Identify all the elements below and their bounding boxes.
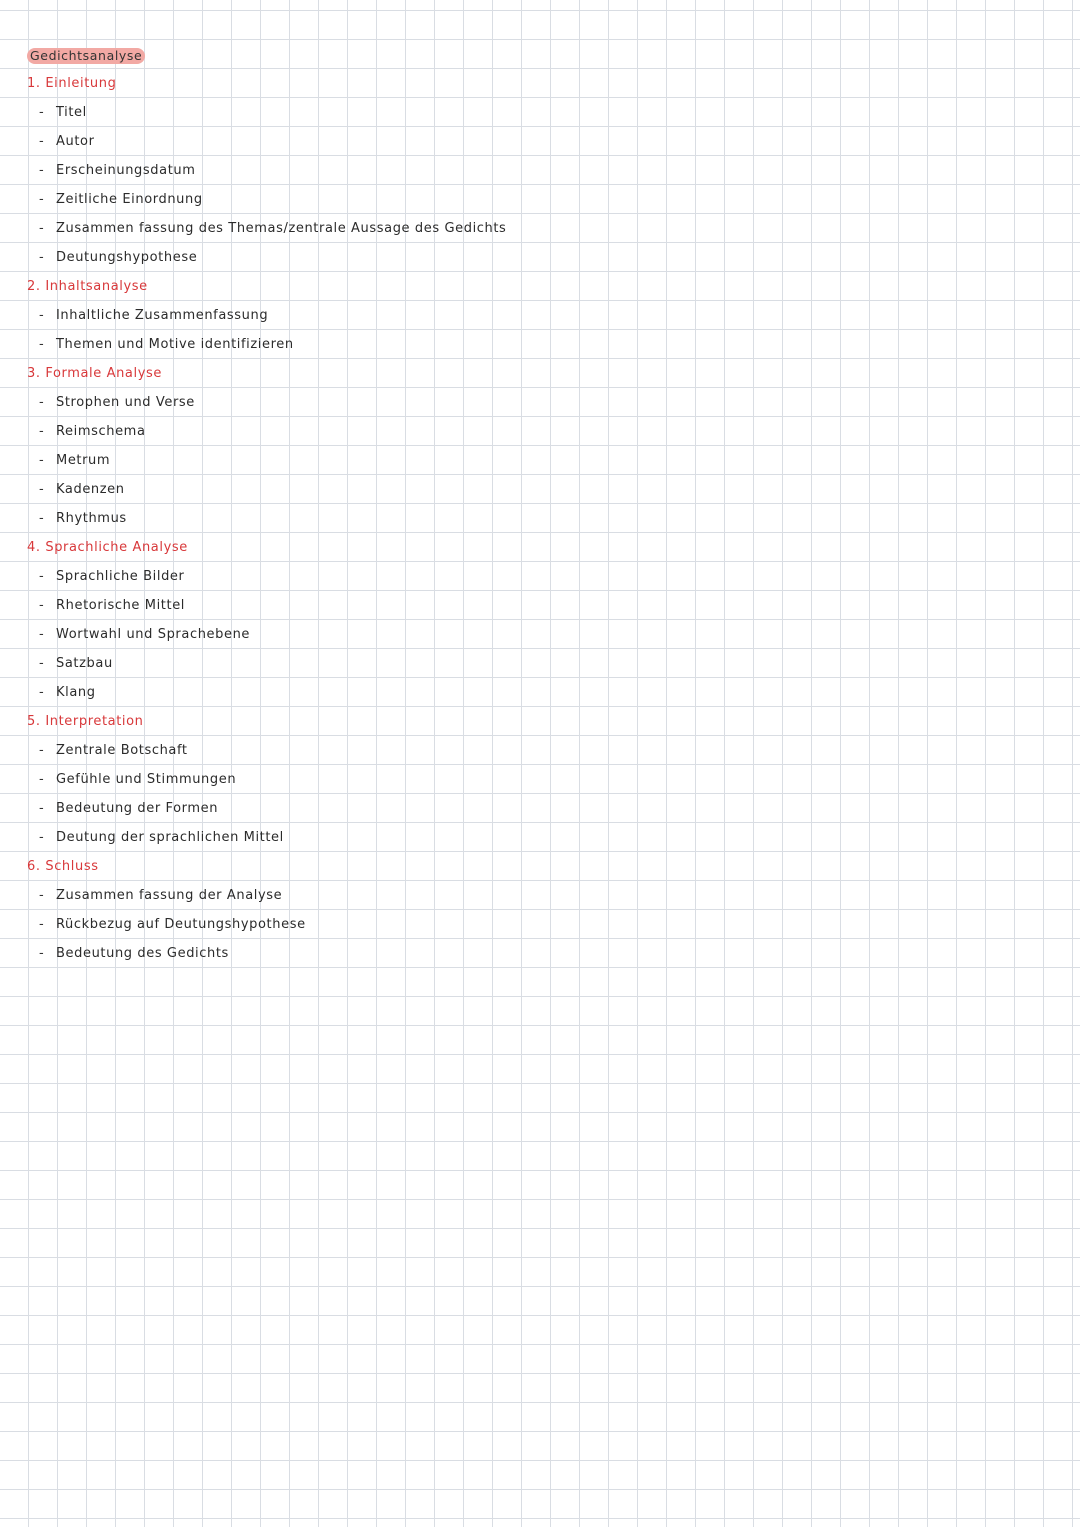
dash-bullet: - [39, 917, 45, 932]
list-item-text: Gefühle und Stimmungen [56, 772, 237, 787]
list-item [27, 942, 1027, 971]
list-item-text: Metrum [56, 453, 111, 468]
list-item-text: Autor [56, 134, 95, 149]
list-item-text: Zentrale Botschaft [56, 743, 188, 758]
dash-bullet: - [39, 627, 45, 642]
list-item-text: Zeitliche Einordnung [56, 192, 203, 207]
list-item-text: Erscheinungsdatum [56, 163, 196, 178]
dash-bullet: - [39, 163, 45, 178]
page-title: Gedichtsanalyse [27, 48, 145, 64]
section-heading-sprachliche-analyse: 4. Sprachliche Analyse [27, 540, 188, 555]
list-item-text: Titel [56, 105, 87, 120]
list-item [27, 333, 1027, 362]
list-item [27, 478, 1027, 507]
list-item-text: Rückbezug auf Deutungshypothese [56, 917, 306, 932]
list-item-text: Satzbau [56, 656, 113, 671]
dash-bullet: - [39, 946, 45, 961]
list-item-text: Deutungshypothese [56, 250, 198, 265]
list-item [27, 449, 1027, 478]
list-item [27, 130, 1027, 159]
dash-bullet: - [39, 830, 45, 845]
dash-bullet: - [39, 337, 45, 352]
notes-page [27, 43, 1027, 971]
list-item-text: Inhaltliche Zusammenfassung [56, 308, 269, 323]
list-item-text: Bedeutung des Gedichts [56, 946, 229, 961]
list-item-text: Kadenzen [56, 482, 125, 497]
dash-bullet: - [39, 569, 45, 584]
list-item [27, 391, 1027, 420]
page-title-row [27, 43, 1027, 72]
section-heading-formale-analyse: 3. Formale Analyse [27, 366, 162, 381]
dash-bullet: - [39, 105, 45, 120]
list-item [27, 420, 1027, 449]
list-item-text: Rhetorische Mittel [56, 598, 185, 613]
list-item [27, 101, 1027, 130]
list-item [27, 826, 1027, 855]
list-item [27, 797, 1027, 826]
dash-bullet: - [39, 395, 45, 410]
list-item-text: Bedeutung der Formen [56, 801, 219, 816]
list-item [27, 884, 1027, 913]
list-item [27, 913, 1027, 942]
list-item [27, 507, 1027, 536]
list-item [27, 623, 1027, 652]
dash-bullet: - [39, 801, 45, 816]
list-item [27, 739, 1027, 768]
dash-bullet: - [39, 511, 45, 526]
list-item-text: Klang [56, 685, 96, 700]
dash-bullet: - [39, 453, 45, 468]
dash-bullet: - [39, 598, 45, 613]
section-heading-interpretation: 5. Interpretation [27, 714, 144, 729]
list-item-text: Reimschema [56, 424, 146, 439]
dash-bullet: - [39, 424, 45, 439]
list-item-text: Zusammen fassung des Themas/zentrale Aussage des Gedichts [56, 221, 507, 236]
list-item [27, 217, 1027, 246]
dash-bullet: - [39, 308, 45, 323]
list-item-text: Wortwahl und Sprachebene [56, 627, 251, 642]
section-heading-einleitung: 1. Einleitung [27, 76, 117, 91]
list-item-text: Zusammen fassung der Analyse [56, 888, 283, 903]
list-item [27, 246, 1027, 275]
list-item [27, 188, 1027, 217]
list-item [27, 681, 1027, 710]
dash-bullet: - [39, 743, 45, 758]
dash-bullet: - [39, 772, 45, 787]
list-item [27, 304, 1027, 333]
list-item-text: Sprachliche Bilder [56, 569, 185, 584]
dash-bullet: - [39, 134, 45, 149]
list-item-text: Rhythmus [56, 511, 127, 526]
dash-bullet: - [39, 888, 45, 903]
dash-bullet: - [39, 250, 45, 265]
list-item [27, 159, 1027, 188]
dash-bullet: - [39, 192, 45, 207]
section-heading-inhaltsanalyse: 2. Inhaltsanalyse [27, 279, 148, 294]
dash-bullet: - [39, 482, 45, 497]
list-item [27, 565, 1027, 594]
section-heading-schluss: 6. Schluss [27, 859, 99, 874]
list-item [27, 594, 1027, 623]
list-item [27, 768, 1027, 797]
list-item-text: Deutung der sprachlichen Mittel [56, 830, 284, 845]
dash-bullet: - [39, 685, 45, 700]
list-item-text: Strophen und Verse [56, 395, 195, 410]
dash-bullet: - [39, 656, 45, 671]
list-item-text: Themen und Motive identifizieren [56, 337, 294, 352]
dash-bullet: - [39, 221, 45, 236]
list-item [27, 652, 1027, 681]
